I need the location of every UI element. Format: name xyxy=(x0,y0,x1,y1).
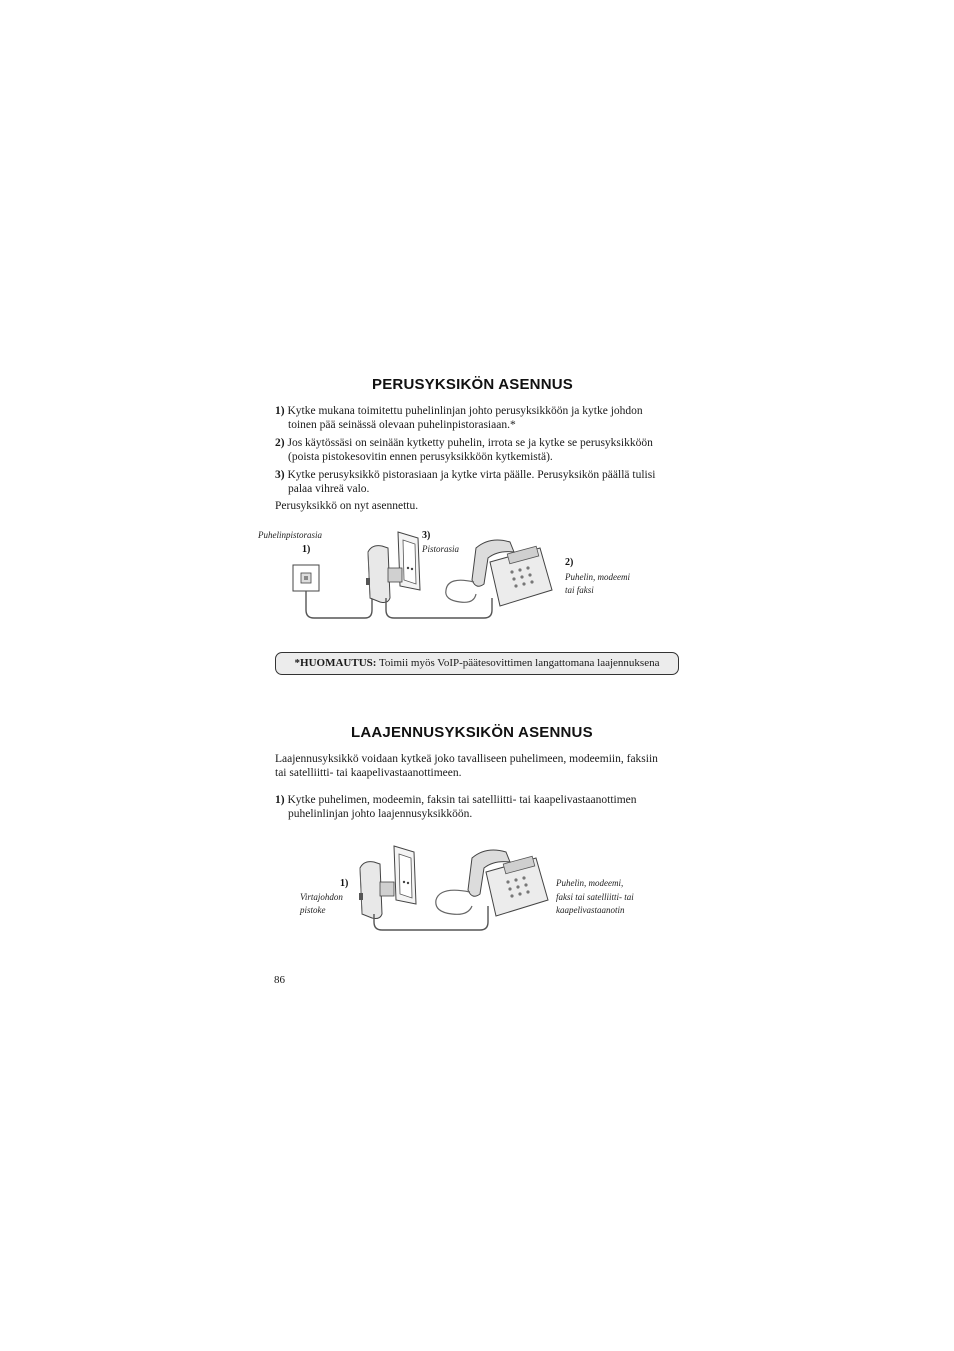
step-text: Jos käytössäsi on seinään kytketty puhelin, irrota se ja kytke se perusyksikköön xyxy=(287,437,653,449)
note-text: Toimii myös VoIP-päätesovittimen langattomana laajennuksena xyxy=(376,657,660,669)
label-phone-line2: tai faksi xyxy=(565,585,594,595)
step-text-cont: palaa vihreä valo. xyxy=(288,483,370,495)
label-num-3: 3) xyxy=(422,530,431,541)
label-num-1: 1) xyxy=(302,544,311,555)
label-device-line3: kaapelivastaanotin xyxy=(556,905,625,915)
step-number: 2) xyxy=(275,437,285,449)
label-power-line1: Virtajohdon xyxy=(300,892,343,902)
step-text-cont: (poista pistokesovitin ennen perusyksikköön kytkemistä). xyxy=(288,451,553,463)
label-device-line2: faksi tai satelliitti- tai xyxy=(556,892,634,902)
section-title-extension-install: LAAJENNUSYKSIKÖN ASENNUS xyxy=(351,724,593,741)
intro-line1: Laajennusyksikkö voidaan kytkeä joko tavalliseen puhelimeen, modeemiin, faksiin xyxy=(275,753,658,765)
label-power-line2: pistoke xyxy=(300,905,326,915)
outlet-icon xyxy=(380,846,416,904)
step-text: Kytke perusyksikkö pistorasiaan ja kytke virta päälle. Perusyksikön päällä tulisi xyxy=(287,469,656,481)
intro-line2: tai satelliitti- tai kaapelivastaanottimeen. xyxy=(275,767,462,779)
telephone-icon xyxy=(436,850,548,916)
note-prefix: *HUOMAUTUS: xyxy=(294,657,377,669)
step-text: Kytke puhelimen, modeemin, faksin tai satelliitti- tai kaapelivastaanottimen xyxy=(287,794,637,806)
step-number: 1) xyxy=(275,794,285,806)
label-outlet: Pistorasia xyxy=(422,544,460,554)
label-wall-jack: Puhelinpistorasia xyxy=(258,530,323,540)
step-text-cont: puhelinlinjan johto laajennusyksikköön. xyxy=(288,808,473,820)
label-phone-line1: Puhelin, modeemi xyxy=(565,572,630,582)
label-num-1: 1) xyxy=(340,878,349,889)
step-text-cont: toinen pää seinässä olevaan puhelinpistorasiaan.* xyxy=(288,419,516,431)
page-number: 86 xyxy=(274,974,285,986)
step-number: 3) xyxy=(275,469,285,481)
install-complete-text: Perusyksikkö on nyt asennettu. xyxy=(275,500,419,512)
label-num-2: 2) xyxy=(565,557,574,568)
extension-unit-icon xyxy=(359,862,382,919)
step-text: Kytke mukana toimitettu puhelinlinjan johto perusyksikköön ja kytke johdon xyxy=(287,405,643,417)
label-device-line1: Puhelin, modeemi, xyxy=(556,878,624,888)
step-number: 1) xyxy=(275,405,285,417)
section-title-base-install: PERUSYKSIKÖN ASENNUS xyxy=(372,376,573,393)
